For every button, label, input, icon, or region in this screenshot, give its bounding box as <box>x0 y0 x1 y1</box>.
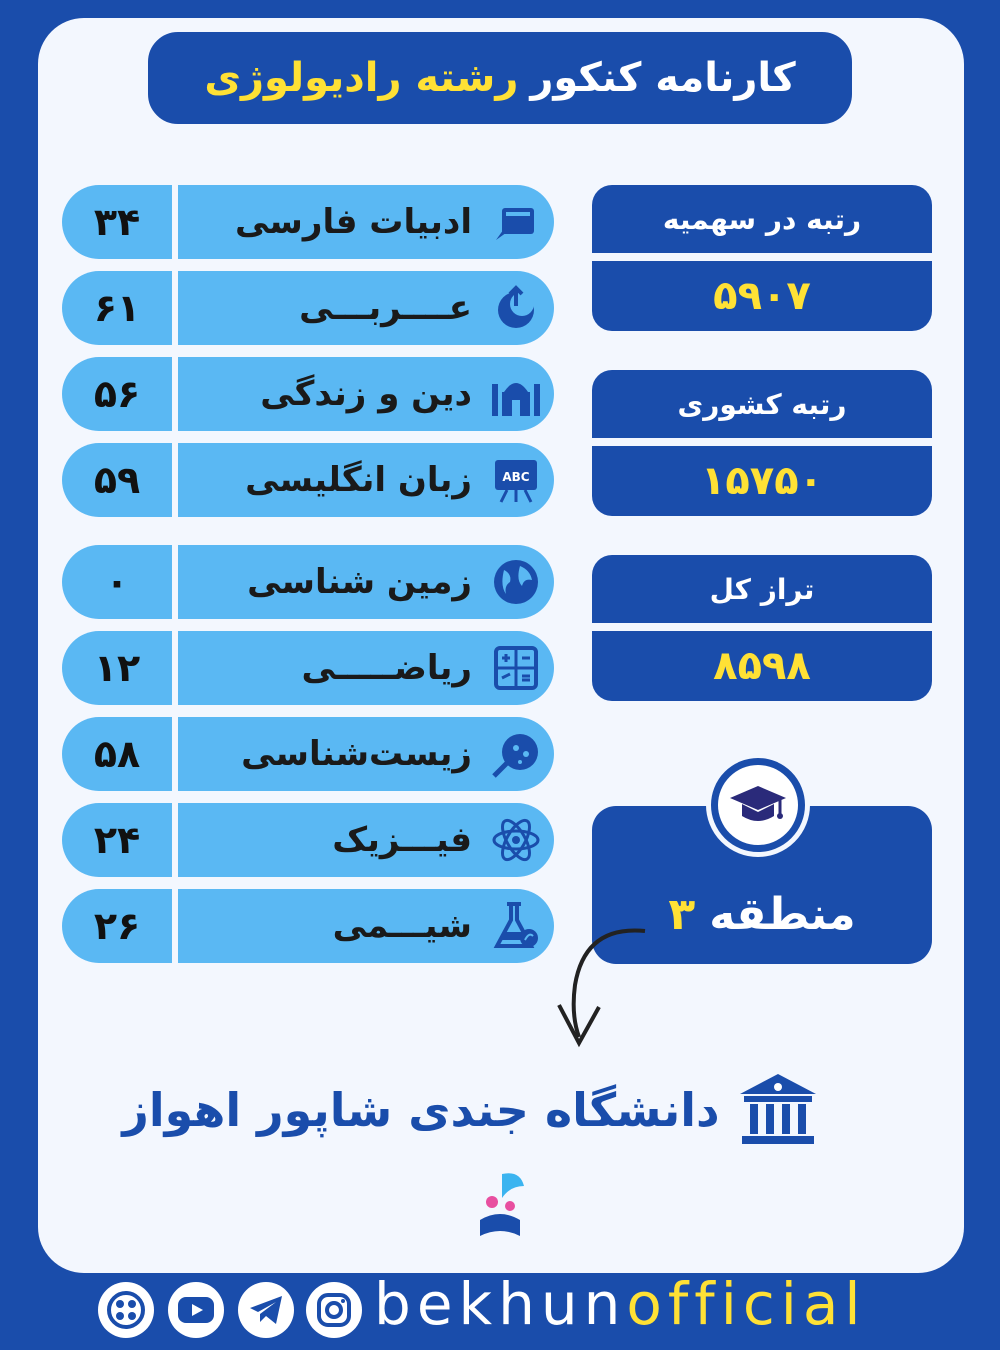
subject-row <box>62 185 554 259</box>
svg-text:ABC: ABC <box>502 470 530 484</box>
curved-arrow-icon <box>545 925 655 1055</box>
subject-score: ۰ <box>105 560 129 604</box>
bekhun-logo <box>440 1150 560 1250</box>
instagram-icon[interactable] <box>306 1282 362 1338</box>
mosque-icon <box>478 357 554 431</box>
moon-icon <box>478 271 554 345</box>
quota-rank-box <box>592 185 932 331</box>
subject-row <box>62 889 554 963</box>
subject-score: ۵۹ <box>93 458 141 502</box>
subject-name: زیست‌شناسی <box>241 734 472 774</box>
subject-score: ۵۶ <box>93 372 141 416</box>
telegram-icon[interactable] <box>238 1282 294 1338</box>
subject-row <box>62 803 554 877</box>
subject-row <box>62 717 554 791</box>
subject-score: ۲۴ <box>93 818 141 862</box>
brand-handle <box>374 1270 866 1338</box>
subject-score: ۲۶ <box>93 904 141 948</box>
quota-rank-value: ۵۹۰۷ <box>592 261 932 331</box>
aparat-icon[interactable] <box>98 1282 154 1338</box>
university-row <box>70 1070 870 1150</box>
title-text: کارنامه کنکور <box>530 55 796 101</box>
subject-row <box>62 443 554 517</box>
subject-name: دین و زندگی <box>260 374 472 414</box>
subject-score: ۳۴ <box>93 200 141 244</box>
subject-name: ادبیات فارسی <box>235 202 472 242</box>
university-building-icon <box>738 1072 818 1148</box>
petri-dish-icon <box>478 717 554 791</box>
subject-row <box>62 357 554 431</box>
flask-icon <box>478 889 554 963</box>
quota-rank-label: رتبه در سهمیه <box>592 185 932 253</box>
subject-row <box>62 271 554 345</box>
calculator-icon <box>478 631 554 705</box>
total-score-box <box>592 555 932 701</box>
globe-icon <box>478 545 554 619</box>
subject-name: فیـــزیک <box>332 820 472 860</box>
national-rank-box <box>592 370 932 516</box>
subject-row <box>62 631 554 705</box>
subject-name: زبان انگلیسی <box>245 460 472 500</box>
subject-name: زمین شناسی <box>247 562 472 602</box>
subject-row <box>62 545 554 619</box>
youtube-icon[interactable] <box>168 1282 224 1338</box>
brand-part2: official <box>626 1270 867 1338</box>
subject-name: شیـــمی <box>332 906 472 946</box>
graduation-cap-icon <box>718 765 798 845</box>
subject-name: عــــربـــی <box>299 288 472 328</box>
abc-board-icon <box>478 443 554 517</box>
atom-icon <box>478 803 554 877</box>
subject-score: ۶۱ <box>93 286 141 330</box>
subject-name: ریاضـــــی <box>301 648 472 688</box>
national-rank-value: ۱۵۷۵۰ <box>592 446 932 516</box>
university-name: دانشگاه جندی شاپور اهواز <box>122 1083 720 1137</box>
subject-score: ۱۲ <box>93 646 141 690</box>
brand-part1: bekhun <box>374 1270 627 1338</box>
book-pen-icon <box>478 185 554 259</box>
subject-score: ۵۸ <box>93 732 141 776</box>
title-highlight: رشته رادیولوژی <box>204 55 519 101</box>
total-score-label: تراز کل <box>592 555 932 623</box>
region-value: ۳ <box>668 889 696 940</box>
total-score-value: ۸۵۹۸ <box>592 631 932 701</box>
graduation-cap-badge <box>706 753 810 857</box>
region-label: منطقه <box>709 889 856 940</box>
national-rank-label: رتبه کشوری <box>592 370 932 438</box>
page-title <box>142 26 858 130</box>
